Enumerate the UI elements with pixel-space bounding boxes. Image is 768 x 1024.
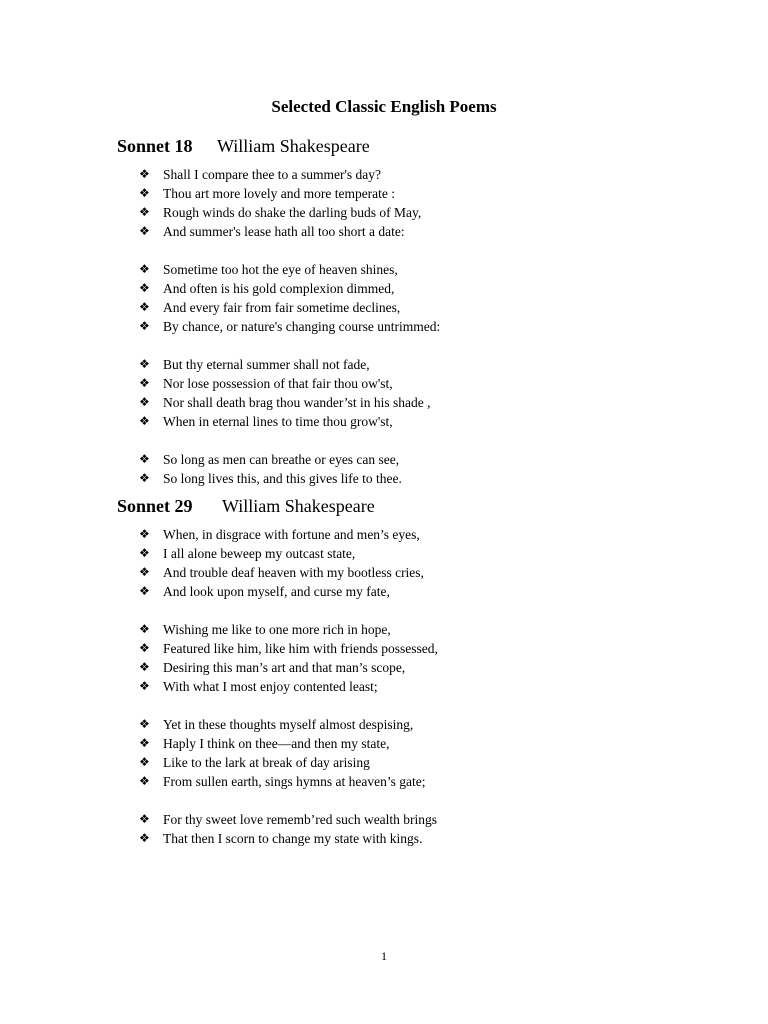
- poem-sonnet-18: [117, 135, 677, 507]
- line-text: But thy eternal summer shall not fade,: [163, 357, 370, 372]
- stanza: [117, 165, 677, 241]
- diamond-bullet-icon: ❖: [139, 641, 150, 655]
- diamond-bullet-icon: ❖: [139, 774, 150, 788]
- diamond-bullet-icon: ❖: [139, 376, 150, 390]
- line-text: From sullen earth, sings hymns at heaven’s gate;: [163, 774, 426, 789]
- line-text: So long as men can breathe or eyes can see,: [163, 452, 400, 467]
- poem-line: [117, 829, 677, 848]
- poem-line: [117, 450, 677, 469]
- diamond-bullet-icon: ❖: [139, 300, 150, 314]
- diamond-bullet-icon: ❖: [139, 186, 150, 200]
- line-text: And often is his gold complexion dimmed,: [163, 281, 395, 296]
- poem-line: [117, 165, 677, 184]
- diamond-bullet-icon: ❖: [139, 831, 150, 845]
- poem-line: [117, 355, 677, 374]
- poem-line: [117, 620, 677, 639]
- line-text: Yet in these thoughts myself almost despising,: [163, 717, 414, 732]
- diamond-bullet-icon: ❖: [139, 660, 150, 674]
- diamond-bullet-icon: ❖: [139, 357, 150, 371]
- line-text: And trouble deaf heaven with my bootless cries,: [163, 565, 424, 580]
- stanza: [117, 260, 677, 336]
- diamond-bullet-icon: ❖: [139, 319, 150, 333]
- line-text: With what I most enjoy contented least;: [163, 679, 378, 694]
- poem-line: [117, 715, 677, 734]
- poem-line: [117, 393, 677, 412]
- poem-sonnet-29: [117, 495, 677, 867]
- poem-line: [117, 810, 677, 829]
- stanza: [117, 355, 677, 431]
- poem-body: [117, 525, 677, 848]
- line-text: Sometime too hot the eye of heaven shines,: [163, 262, 398, 277]
- diamond-bullet-icon: ❖: [139, 281, 150, 295]
- stanza: [117, 450, 677, 488]
- poem-line: [117, 317, 677, 336]
- line-text: Thou art more lovely and more temperate :: [163, 186, 396, 201]
- poem-line: [117, 734, 677, 753]
- poem-line: [117, 260, 677, 279]
- diamond-bullet-icon: ❖: [139, 527, 150, 541]
- stanza: [117, 810, 677, 848]
- poem-line: [117, 582, 677, 601]
- poem-line: [117, 544, 677, 563]
- diamond-bullet-icon: ❖: [139, 679, 150, 693]
- diamond-bullet-icon: ❖: [139, 812, 150, 826]
- poem-line: [117, 772, 677, 791]
- diamond-bullet-icon: ❖: [139, 584, 150, 598]
- poem-line: [117, 298, 677, 317]
- line-text: So long lives this, and this gives life to thee.: [163, 471, 402, 486]
- diamond-bullet-icon: ❖: [139, 622, 150, 636]
- diamond-bullet-icon: ❖: [139, 262, 150, 276]
- poem-line: [117, 525, 677, 544]
- stanza: [117, 620, 677, 696]
- page-number: 1: [381, 949, 387, 963]
- poem-line: [117, 203, 677, 222]
- poem-title: Sonnet 29: [117, 496, 193, 516]
- line-text: Desiring this man’s art and that man’s scope,: [163, 660, 406, 675]
- line-text: By chance, or nature's changing course untrimmed:: [163, 319, 441, 334]
- line-text: And every fair from fair sometime declines,: [163, 300, 401, 315]
- stanza: [117, 715, 677, 791]
- document-title: Selected Classic English Poems: [271, 97, 497, 116]
- line-text: When, in disgrace with fortune and men’s eyes,: [163, 527, 420, 542]
- line-text: Featured like him, like him with friends possessed,: [163, 641, 438, 656]
- diamond-bullet-icon: ❖: [139, 471, 150, 485]
- poem-author: William Shakespeare: [217, 136, 370, 156]
- diamond-bullet-icon: ❖: [139, 755, 150, 769]
- poem-line: [117, 374, 677, 393]
- poem-line: [117, 658, 677, 677]
- line-text: That then I scorn to change my state with kings.: [163, 831, 423, 846]
- poem-line: [117, 677, 677, 696]
- line-text: Nor lose possession of that fair thou ow'st,: [163, 376, 393, 391]
- diamond-bullet-icon: ❖: [139, 546, 150, 560]
- line-text: And summer's lease hath all too short a date:: [163, 224, 405, 239]
- diamond-bullet-icon: ❖: [139, 205, 150, 219]
- line-text: I all alone beweep my outcast state,: [163, 546, 356, 561]
- line-text: And look upon myself, and curse my fate,: [163, 584, 390, 599]
- poem-title: Sonnet 18: [117, 136, 193, 156]
- stanza: [117, 525, 677, 601]
- poem-line: [117, 469, 677, 488]
- line-text: Rough winds do shake the darling buds of May,: [163, 205, 422, 220]
- poem-line: [117, 412, 677, 431]
- diamond-bullet-icon: ❖: [139, 167, 150, 181]
- poem-line: [117, 563, 677, 582]
- poem-body: [117, 165, 677, 488]
- poem-author: William Shakespeare: [222, 496, 375, 516]
- diamond-bullet-icon: ❖: [139, 565, 150, 579]
- line-text: For thy sweet love rememb’red such wealth brings: [163, 812, 438, 827]
- line-text: Wishing me like to one more rich in hope,: [163, 622, 391, 637]
- diamond-bullet-icon: ❖: [139, 736, 150, 750]
- poem-heading: [117, 495, 677, 517]
- poem-line: [117, 639, 677, 658]
- line-text: Haply I think on thee—and then my state,: [163, 736, 390, 751]
- diamond-bullet-icon: ❖: [139, 224, 150, 238]
- diamond-bullet-icon: ❖: [139, 452, 150, 466]
- poem-heading: [117, 135, 677, 157]
- poem-line: [117, 222, 677, 241]
- line-text: Nor shall death brag thou wander’st in his shade ,: [163, 395, 431, 410]
- poem-line: [117, 279, 677, 298]
- diamond-bullet-icon: ❖: [139, 395, 150, 409]
- diamond-bullet-icon: ❖: [139, 414, 150, 428]
- poem-line: [117, 184, 677, 203]
- line-text: Shall I compare thee to a summer's day?: [163, 167, 381, 182]
- diamond-bullet-icon: ❖: [139, 717, 150, 731]
- poem-line: [117, 753, 677, 772]
- line-text: When in eternal lines to time thou grow'st,: [163, 414, 393, 429]
- line-text: Like to the lark at break of day arising: [163, 755, 370, 770]
